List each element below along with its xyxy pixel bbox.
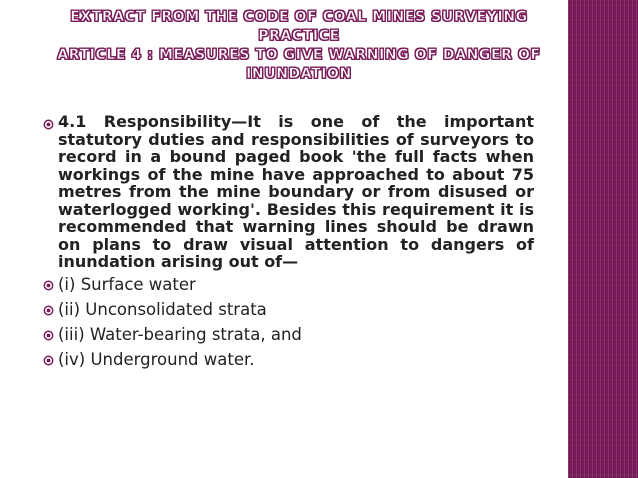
list-item: [38, 113, 534, 271]
slide-title: [40, 8, 558, 84]
circle-bullet-icon: [38, 114, 58, 134]
title-line: EXTRACT FROM THE CODE OF COAL MINES SURVEYING: [70, 9, 528, 25]
title-line: ARTICLE 4 : MEASURES TO GIVE WARNING OF DANGER OF: [57, 47, 541, 63]
list-item: [38, 350, 534, 371]
circle-bullet-icon: [38, 301, 58, 321]
circle-bullet-icon: [38, 351, 58, 371]
list-item-text: (iii) Water-bearing strata, and: [58, 324, 302, 344]
list-item: [38, 275, 534, 296]
title-line: INUNDATION: [246, 66, 352, 82]
list-item-text: (ii) Unconsolidated strata: [58, 299, 267, 319]
list-item-text: (iv) Underground water.: [58, 349, 255, 369]
circle-bullet-icon: [38, 326, 58, 346]
bullet-list: [38, 113, 534, 375]
list-item-text: (i) Surface water: [58, 274, 196, 294]
list-item: [38, 300, 534, 321]
decorative-side-band: [568, 0, 638, 478]
title-line: PRACTICE: [258, 28, 340, 44]
responsibility-paragraph: 4.1 Responsibility—It is one of the important statutory duties and responsibilities of surveyors to record in a bound paged book 'the full facts when workings of the mine have approached to about 75 metres from the mine boundary or from disused or waterlogged working'. Besides this requirement it is recommended that warning lines should be drawn on plans to draw visual attention to dangers of inundation arising out of—: [58, 112, 534, 271]
circle-bullet-icon: [38, 276, 58, 296]
list-item: [38, 325, 534, 346]
